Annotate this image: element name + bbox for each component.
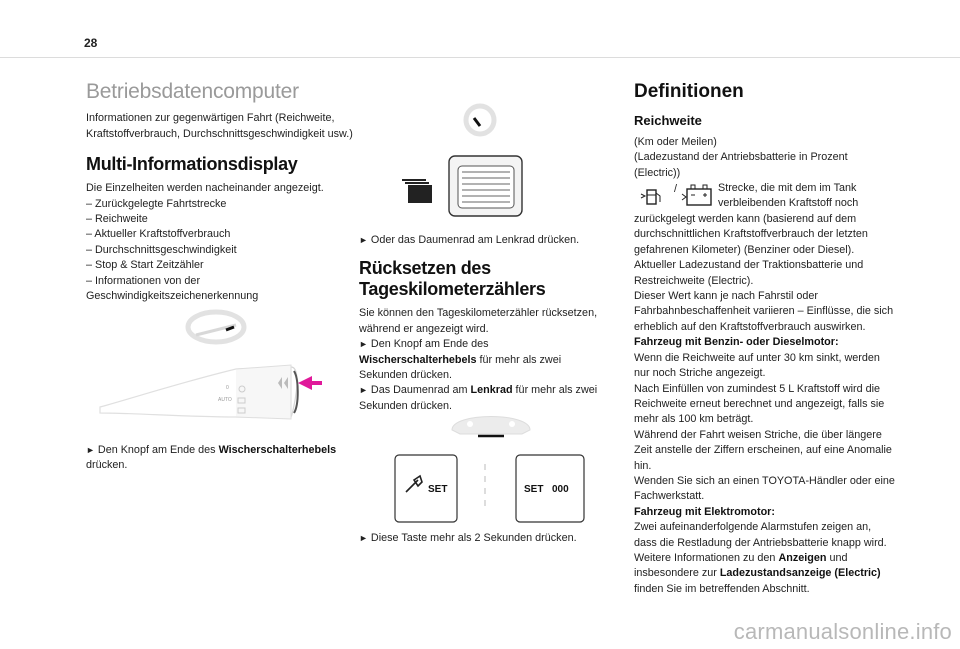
set-button-figure bbox=[390, 400, 590, 528]
paragraph: Weitere Informationen zu den Anzeigen und insbesondere zur Ladezustandsanzeige (Electric) finden Sie im betreffenden Abschnitt. bbox=[634, 551, 881, 595]
icon-text-2: verbleibenden Kraftstoff noch bbox=[718, 197, 859, 210]
paragraph: Dieser Wert kann je nach Fahrstil oder Fahrbahnbeschaffenheit variieren – Einflüsse, die sich erheblich auf den Kraftstoffverbrauch auswirken. bbox=[634, 290, 894, 333]
paragraph: (Ladezustand der Antriebsbatterie in Prozent (Electric)) bbox=[634, 151, 848, 179]
range-icon-row bbox=[634, 181, 896, 212]
steering-wheel-icon bbox=[188, 312, 244, 342]
battery-icon bbox=[681, 182, 717, 210]
icon-text-1: Strecke, die mit dem im Tank bbox=[718, 182, 857, 195]
page-title: Betriebsdatencomputer bbox=[86, 80, 299, 103]
fuel-heading: Fahrzeug mit Benzin- oder Dieselmotor: bbox=[634, 336, 839, 349]
section-title-display: Multi-Informationsdisplay bbox=[86, 154, 298, 175]
set-button-label: SET bbox=[428, 484, 448, 495]
page-number: 28 bbox=[84, 36, 98, 50]
paragraph: zurückgelegt werden kann (basierend auf dem durchschnittlichen Kraftstoffverbrauch der letzten gefahrenen Kilometer) (Benziner oder Diesel). bbox=[634, 213, 868, 256]
stalk-icon bbox=[100, 365, 298, 419]
electric-heading: Fahrzeug mit Elektromotor: bbox=[634, 505, 775, 518]
wiper-stalk-figure bbox=[86, 305, 356, 435]
paragraph: Wenn die Reichweite auf unter 30 km sinkt, werden nur noch Striche angezeigt. bbox=[634, 351, 880, 380]
left-column bbox=[86, 80, 354, 304]
definitions-title: Definitionen bbox=[634, 81, 744, 102]
list-item: – Reichweite bbox=[86, 213, 148, 226]
paragraph: (Km oder Meilen) bbox=[634, 135, 717, 148]
paragraph: Nach Einfüllen von zumindest 5 L Kraftstoff wird die Reichweite erneut berechnet und angezeigt, falls sie mehr als 100 km beträgt. bbox=[634, 382, 885, 426]
stalk-label: 0 bbox=[226, 385, 229, 391]
paragraph: Aktueller Ladezustand der Traktionsbatterie und Restreichweite (Electric). bbox=[634, 259, 864, 287]
range-subtitle: Reichweite bbox=[634, 113, 702, 129]
paragraph: Wenden Sie sich an einen TOYOTA-Händler oder eine Fachwerkstatt. bbox=[634, 474, 895, 503]
middle-column: ► Oder das Daumenrad am Lenkrad drücken. Rücksetzen des Tageskilometerzählers Sie können den Tageskilometerzähler rücksetzen, während er angezeigt wird. ► Den Knopf am Ende des Wischerschalterhebels für mehr als zwei Sekunden drücken. ► Das Daumenrad am Lenkrad für mehr als zwei Sekunden drücken. bbox=[359, 234, 598, 412]
fuel-pump-icon bbox=[640, 186, 664, 206]
section-title-reset: Rücksetzen des Tageskilometerzählers bbox=[359, 258, 546, 300]
set-000-button bbox=[516, 455, 584, 522]
step-arrow-icon: ► bbox=[359, 533, 368, 543]
set-value: 000 bbox=[552, 484, 569, 495]
paragraph: Während der Fahrt weisen Striche, die über längere Zeit anstelle der Ziffern erscheinen, auf eine Anomalie hin. bbox=[634, 428, 892, 472]
reset-intro: Sie können den Tageskilometerzähler rücksetzen, während er angezeigt wird. bbox=[359, 307, 598, 335]
right-column bbox=[634, 81, 896, 597]
header-divider bbox=[0, 57, 960, 58]
icon-separator: / bbox=[674, 183, 677, 196]
paragraph: Zwei aufeinanderfolgende Alarmstufen zeigen an, dass die Restladung der Antriebsbatterie knapp wird. bbox=[634, 521, 887, 549]
list-item: – Zurückgelegte Fahrtstrecke bbox=[86, 197, 227, 210]
intro-text: Informationen zur gegenwärtigen Fahrt (Reichweite, Kraftstoffverbrauch, Durchschnittsgeschwindigkeit usw.) bbox=[86, 112, 353, 140]
press-arrow-icon bbox=[298, 376, 322, 390]
step-arrow-icon: ► bbox=[359, 385, 368, 396]
thumbwheel-figure bbox=[400, 100, 540, 220]
step-arrow-icon: ► bbox=[86, 445, 95, 455]
stalk-label: AUTO bbox=[218, 397, 232, 403]
middle-step-last: ► Diese Taste mehr als 2 Sekunden drücken. bbox=[359, 532, 577, 544]
thumbwheel-icon bbox=[449, 156, 522, 216]
dashboard-icon bbox=[452, 417, 530, 437]
step-text: Oder das Daumenrad am Lenkrad drücken. bbox=[370, 234, 580, 246]
section-intro: Die Einzelheiten werden nacheinander angezeigt. bbox=[86, 182, 324, 195]
list-item: – Informationen von der Geschwindigkeitszeichenerkennung bbox=[86, 274, 259, 303]
list-item: – Durchschnittsgeschwindigkeit bbox=[86, 243, 237, 256]
list-item: – Aktueller Kraftstoffverbrauch bbox=[86, 228, 231, 241]
step-arrow-icon: ► bbox=[359, 339, 368, 350]
set-button bbox=[395, 455, 457, 522]
steering-wheel-icon bbox=[466, 106, 494, 134]
list-item: – Stop & Start Zeitzähler bbox=[86, 259, 204, 272]
left-step: ► Den Knopf am Ende des Wischerschalterhebels drücken. bbox=[86, 444, 337, 472]
display-icon bbox=[402, 179, 432, 203]
set-label: SET bbox=[524, 484, 544, 495]
watermark: carmanualsonline.info bbox=[733, 619, 952, 644]
step-arrow-icon: ► bbox=[359, 235, 368, 245]
